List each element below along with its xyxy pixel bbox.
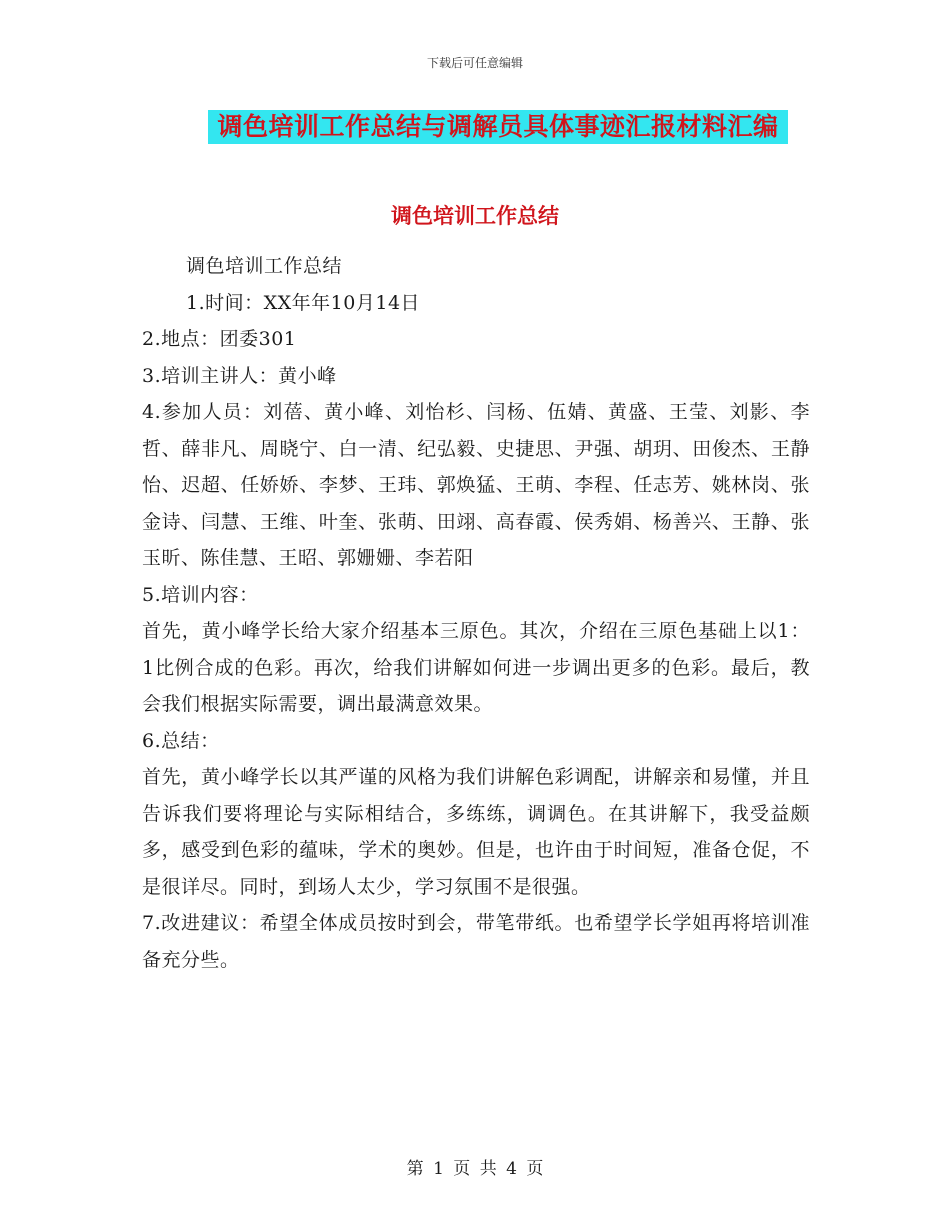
main-title-highlight [208,110,788,144]
paragraph-participants: 4.参加人员：刘蓓、黄小峰、刘怡杉、闫杨、伍婧、黄盛、王莹、刘影、李哲、薛非凡、周晓宁、白一清、纪弘毅、史捷思、尹强、胡玥、田俊杰、王静怡、迟超、任娇娇、李梦、王玮、郭焕猛、王萌、李程、任志芳、姚林岗、张金诗、闫慧、王维、叶奎、张萌、田翊、高春霞、侯秀娟、杨善兴、王静、张玉昕、陈佳慧、王昭、郭姗姗、李若阳 [142,401,810,569]
paragraph-summary-heading: 6.总结： [142,729,220,752]
page-footer: 第 1 页 共 4 页 [406,1159,544,1179]
paragraph-subtitle: 调色培训工作总结 [186,255,343,277]
header-note: 下载后可任意编辑 [426,56,523,70]
paragraph-location: 2.地点：团委301 [142,328,297,350]
paragraph-speaker: 3.培训主讲人：黄小峰 [142,364,337,387]
paragraph-summary-body: 首先，黄小峰学长以其严谨的风格为我们讲解色彩调配，讲解亲和易懂，并且告诉我们要将理论与实际相结合，多练练，调调色。在其讲解下，我受益颇多，感受到色彩的蕴味，学术的奥妙。但是，也许由于时间短，准备仓促，不是很详尽。同时，到场人太少，学习氛围不是很强。 [142,766,810,898]
document-body [142,248,810,978]
paragraph-content-heading: 5.培训内容： [142,583,259,606]
section-title: 调色培训工作总结 [391,204,559,228]
paragraph-suggestions: 7.改进建议：希望全体成员按时到会，带笔带纸。也希望学长学姐再将培训准备充分些。 [142,912,810,971]
paragraph-time: 1.时间：XX年年10月14日 [186,291,421,314]
main-title: 调色培训工作总结与调解员具体事迹汇报材料汇编 [217,112,779,141]
paragraph-content-body: 首先，黄小峰学长给大家介绍基本三原色。其次，介绍在三原色基础上以1：1比例合成的色彩。再次，给我们讲解如何进一步调出更多的色彩。最后，教会我们根据实际需要，调出最满意效果。 [142,620,810,715]
